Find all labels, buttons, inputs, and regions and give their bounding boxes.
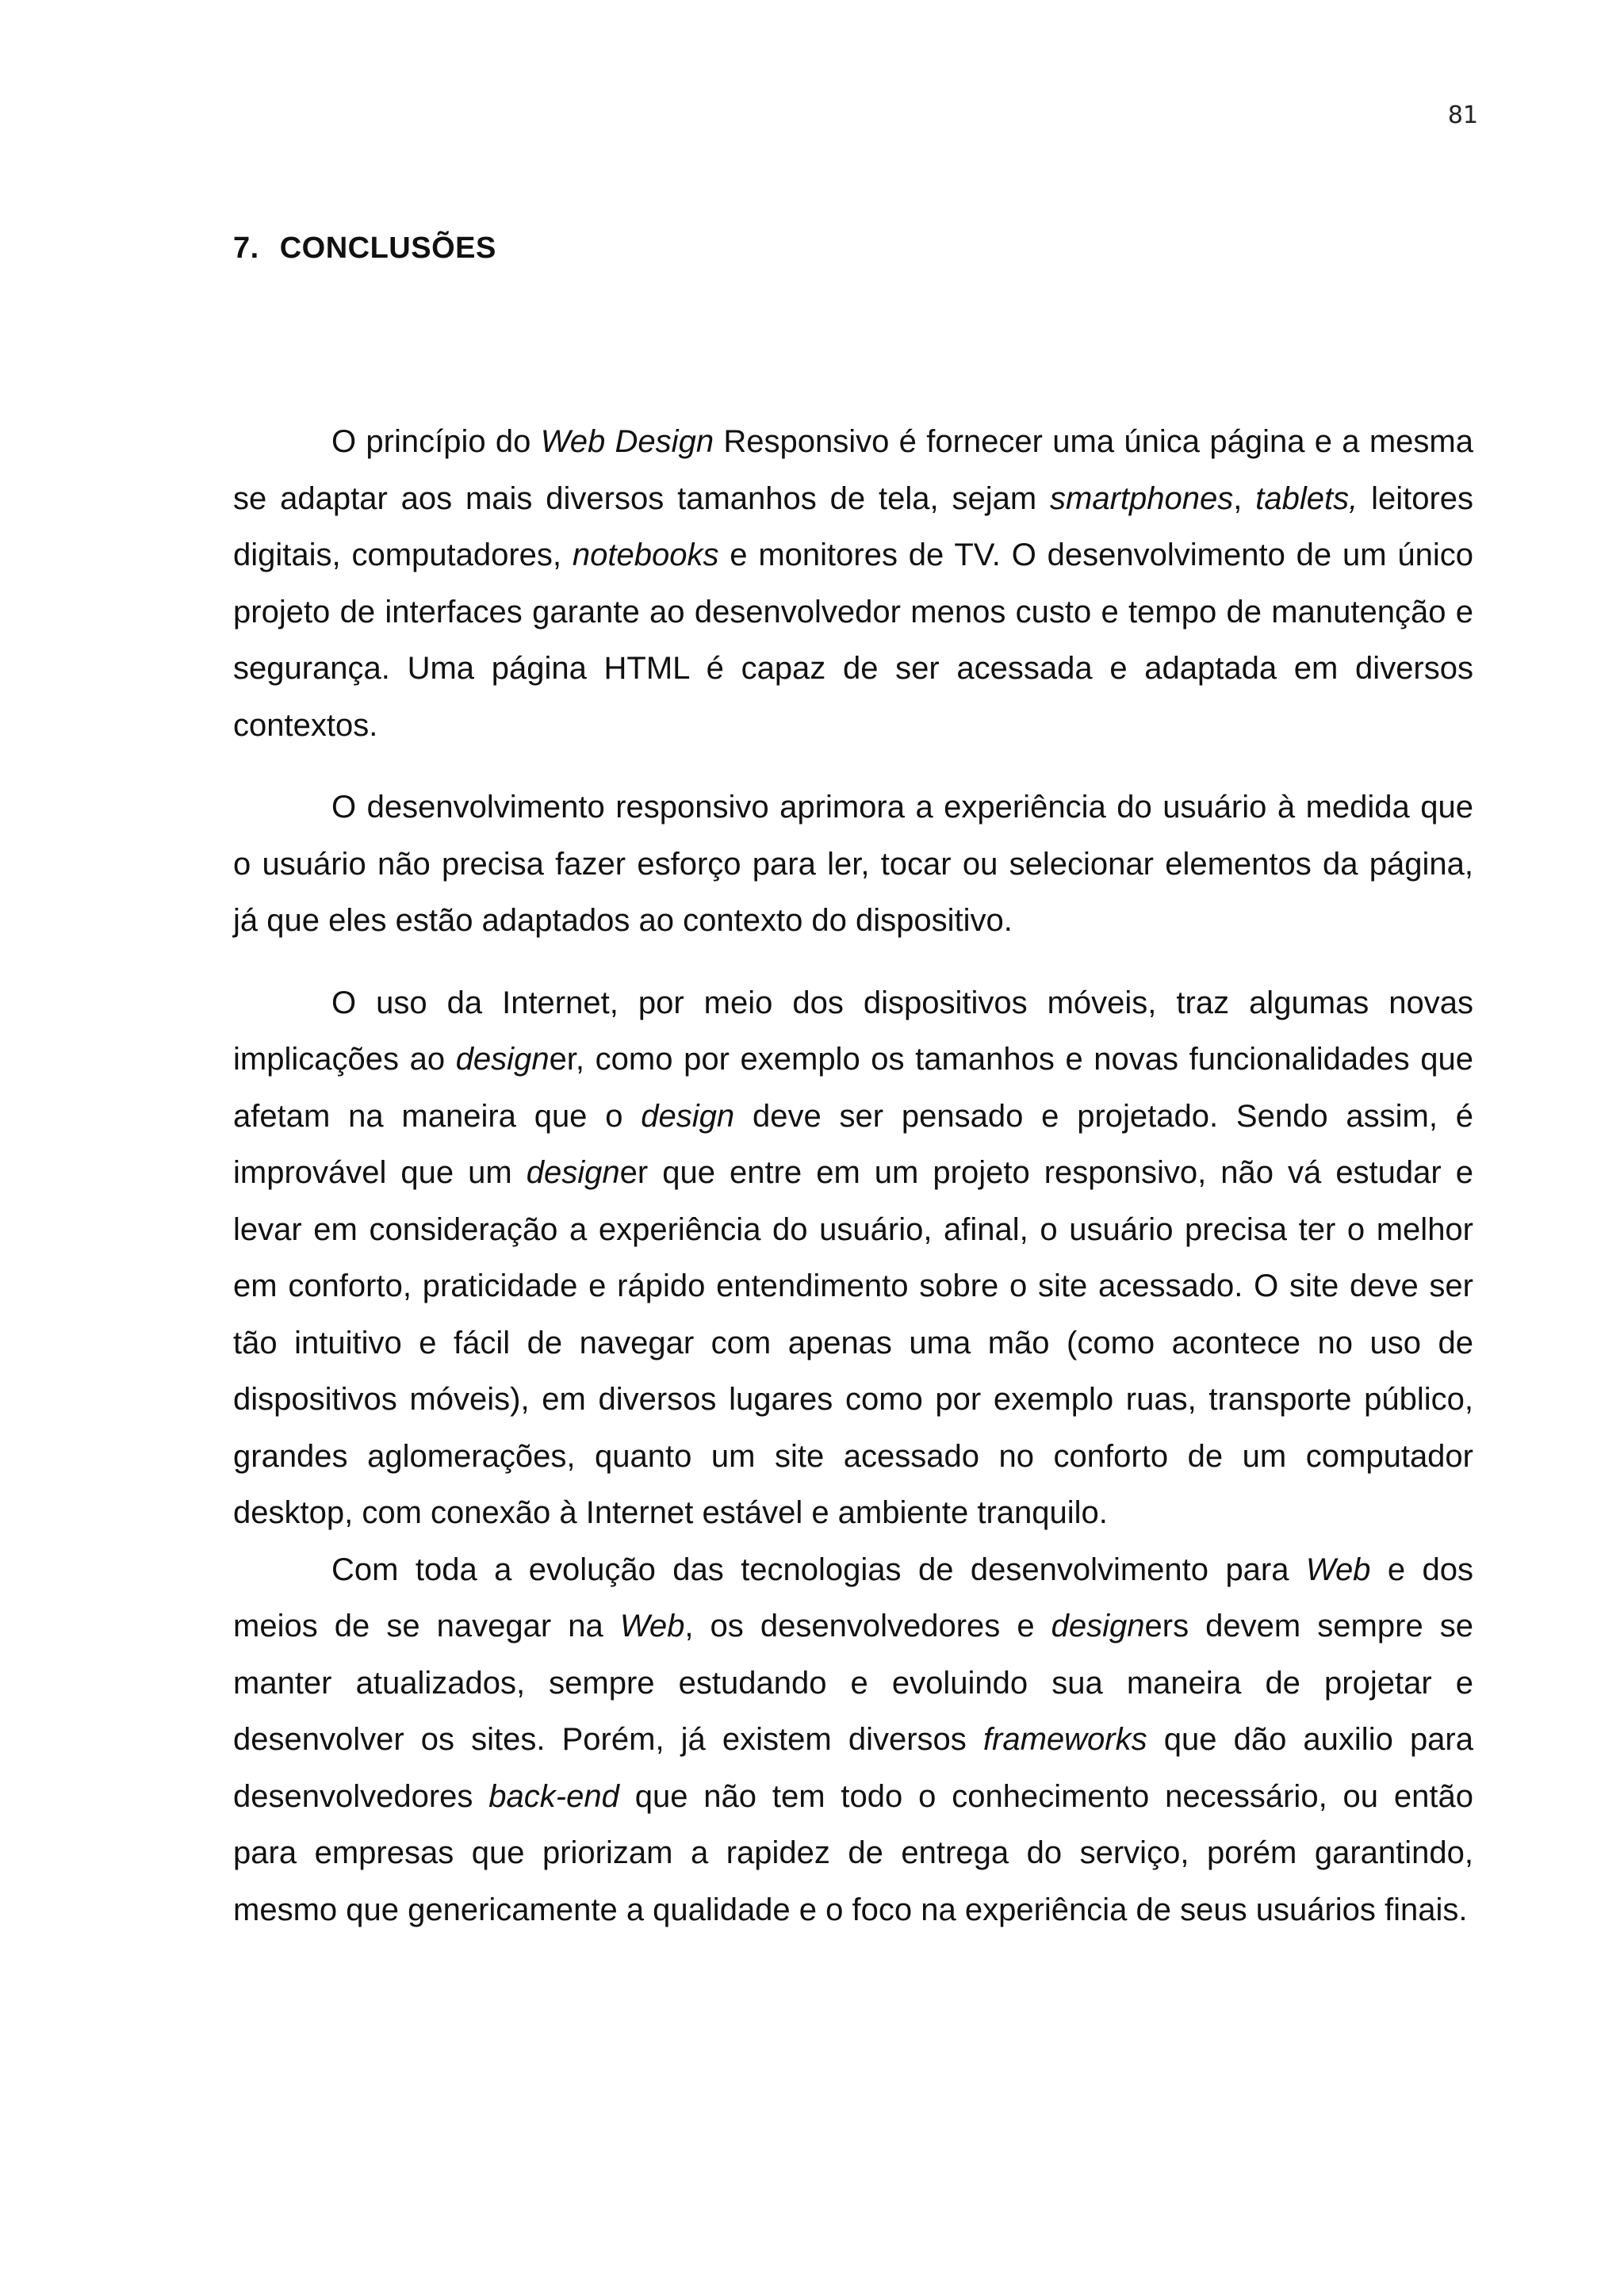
text-run: er que entre em um projeto responsivo, não vá estudar e levar em consideração a experiência do usuário, afinal, o usuário precisa ter o melhor em conforto, praticidade e rápido entendimento sobre o site acessado. O site deve ser tão intuitivo e fácil de navegar com apenas uma mão (como acontece no uso de dispositivos móveis), em diversos lugares como por exemplo ruas, transporte público, grandes aglomerações, quanto um site acessado no conforto de um computador desktop, com conexão à Internet estável e ambiente tranquilo. [233,1155,1474,1530]
text-run: leitores digitais, computadores, [233,480,1474,572]
page-number: 81 [1447,101,1478,129]
italic-run: Web [619,1609,685,1644]
italic-run: tablets, [1255,480,1358,516]
section-heading [233,232,496,266]
italic-run: design [526,1155,620,1190]
paragraph-2 [233,779,1473,950]
italic-run: back-end [488,1778,619,1814]
text-run: , [1233,480,1256,516]
paragraph-1 [233,414,1473,754]
text-run: ers devem sempre se manter atualizados, sempre estudando e evoluindo sua maneira de projetar e desenvolver os sites. Porém, já existem diversos [233,1609,1474,1757]
text-run: O princípio do [331,424,541,459]
italic-run: smartphones [1050,480,1234,516]
text-run: er, como por exemplo os tamanhos e novas funcionalidades que afetam na maneira que o [233,1042,1473,1134]
text-run: Com toda a evolução das tecnologias de desenvolvimento para [331,1552,1306,1587]
text-run: e dos meios de se navegar na [233,1552,1473,1644]
text-run: O uso da Internet, por meio dos dispositivos móveis, traz algumas novas implicações ao [233,985,1473,1077]
text-run: que dão auxilio para desenvolvedores [233,1722,1473,1814]
text-run: deve ser pensado e projetado. Sendo assim, é improvável que um [233,1098,1474,1190]
paragraph-4 [233,1542,1473,1939]
body-text [233,414,1473,1938]
text-run: que não tem todo o conhecimento necessário, ou então para empresas que priorizam a rapidez de entrega do serviço, porém garantindo, mesmo que genericamente a qualidade e o foco na experiência de seus usuários finais. [233,1778,1473,1927]
section-title: CONCLUSÕES [279,232,496,265]
section-number: 7. [233,232,259,265]
italic-run: design [1051,1609,1145,1644]
italic-run: Web Design [540,424,714,459]
italic-run: notebooks [572,538,719,572]
italic-run: design [455,1042,550,1077]
italic-run: frameworks [982,1722,1147,1757]
text-run: O desenvolvimento responsivo aprimora a experiência do usuário à medida que o usuário não precisa fazer esforço para ler, tocar ou selecionar elementos da página, já que eles estão adaptados ao contexto do dispositivo. [233,790,1473,938]
italic-run: design [641,1098,735,1134]
text-run: , os desenvolvedores e [684,1609,1051,1644]
paragraph-3 [233,975,1473,1542]
italic-run: Web [1305,1552,1371,1587]
text-run: e monitores de TV. O desenvolvimento de um único projeto de interfaces garante ao desenvolvedor menos custo e tempo de manutenção e segurança. Uma página HTML é capaz de ser acessada e adaptada em diversos contextos. [233,538,1473,743]
text-run: Responsivo é fornecer uma única página e a mesma se adaptar aos mais diversos tamanhos de tela, sejam [233,424,1473,516]
